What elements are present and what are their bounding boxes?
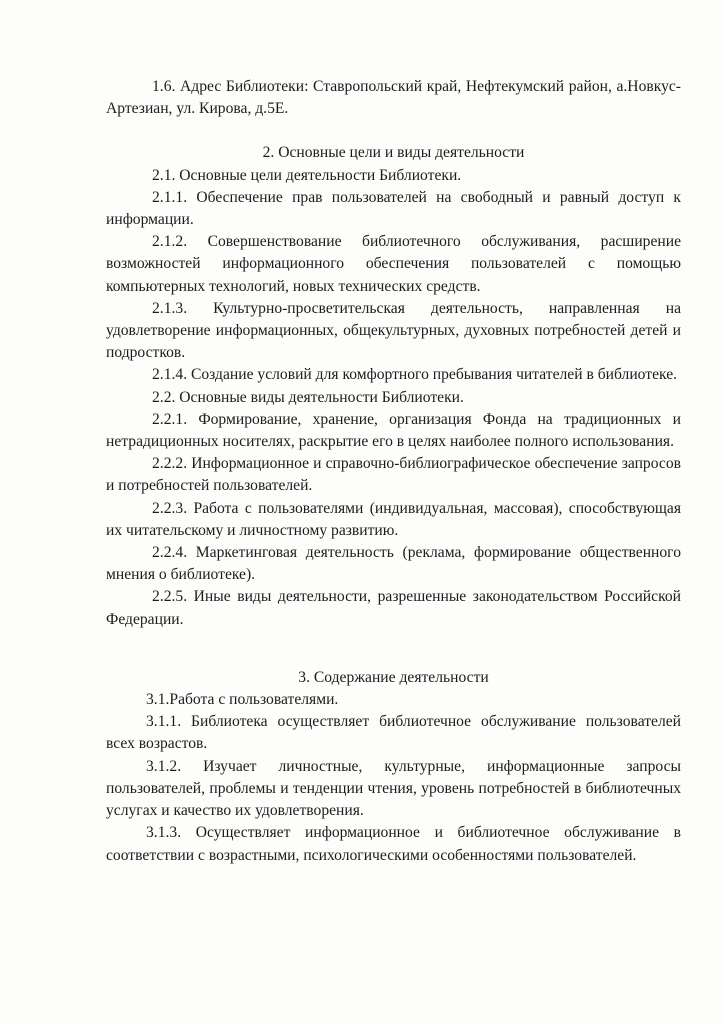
paragraph-2-1: 2.1. Основные цели деятельности Библиотеки. xyxy=(152,166,462,184)
paragraph-3-1-3: 3.1.3. Осуществляет информационное и библиотечное обслуживание в соответствии с возрастными, психологическими особенностями пользователей. xyxy=(106,824,681,864)
paragraph-1-6: 1.6. Адрес Библиотеки: Ставропольский край, Нефтекумский район, а.Новкус-Артезиан, ул. Кирова, д.5Е. xyxy=(106,78,681,118)
paragraph-3-1-2: 3.1.2. Изучает личностные, культурные, информационные запросы пользователей, проблемы и тенденции чтения, уровень потребностей в библиотечных услугах и качество их удовлетворения. xyxy=(106,757,681,820)
document-body xyxy=(106,76,681,867)
paragraph-3-1-1: 3.1.1. Библиотека осуществляет библиотечное обслуживание пользователей всех возрастов. xyxy=(106,713,681,753)
paragraph-2-1-4: 2.1.4. Создание условий для комфортного пребывания читателей в библиотеке. xyxy=(152,366,678,384)
paragraph-2-2: 2.2. Основные виды деятельности Библиотеки. xyxy=(152,388,464,406)
paragraph-2-2-1: 2.2.1. Формирование, хранение, организация Фонда на традиционных и нетрадиционных носителях, раскрытие его в целях наиболее полного использования. xyxy=(106,410,681,451)
paragraph-2-1-3: 2.1.3. Культурно-просветительская деятельность, направленная на удовлетворение информационных, общекультурных, духовных потребностей детей и подростков. xyxy=(106,299,681,362)
paragraph-2-2-4: 2.2.4. Маркетинговая деятельность (реклама, формирование общественного мнения о библиотеке). xyxy=(106,544,681,584)
paragraph-2-2-3: 2.2.3. Работа с пользователями (индивидуальная, массовая), способствующая их читательскому и личностному развитию. xyxy=(106,499,681,539)
paragraph-2-1-1: 2.1.1. Обеспечение прав пользователей на свободный и равный доступ к информации. xyxy=(106,188,681,229)
paragraph-2-2-2: 2.2.2. Информационное и справочно-библиографическое обеспечение запросов и потребностей пользователей. xyxy=(106,455,681,495)
paragraph-3-1: 3.1.Работа с пользователями. xyxy=(146,691,339,709)
section-2-heading: 2. Основные цели и виды деятельности xyxy=(262,144,525,162)
paragraph-2-1-2: 2.1.2. Совершенствование библиотечного обслуживания, расширение возможностей информационного обеспечения пользователей с помощью компьютерных технологий, новых технических средств. xyxy=(106,233,681,295)
paragraph-2-2-5: 2.2.5. Иные виды деятельности, разрешенные законодательством Российской Федерации. xyxy=(106,588,681,628)
section-3-heading: 3. Содержание деятельности xyxy=(298,668,489,686)
